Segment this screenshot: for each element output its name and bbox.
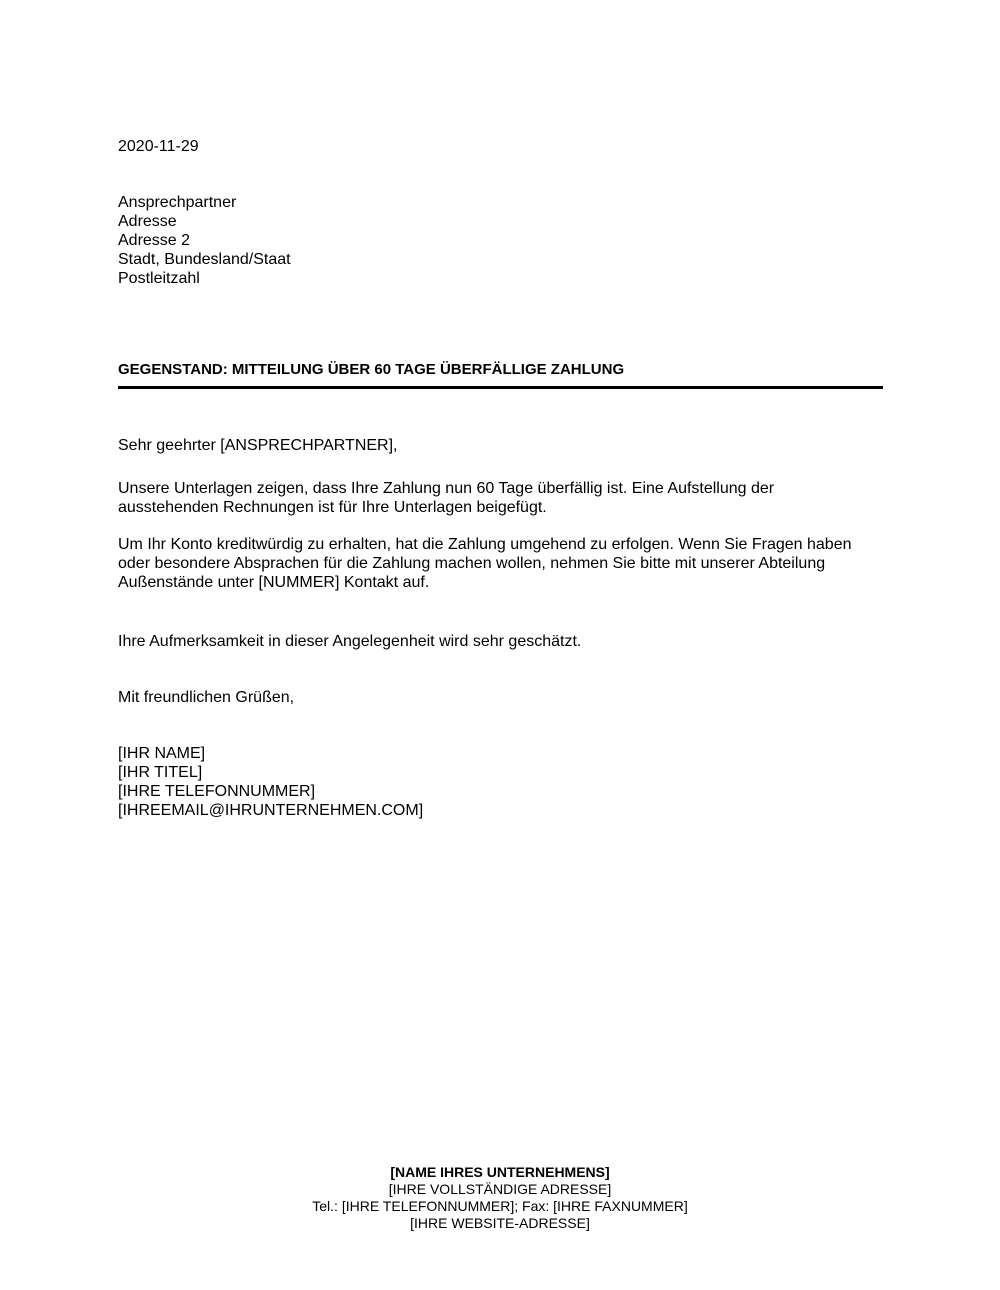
- recipient-address-line-1: Adresse: [118, 213, 177, 230]
- recipient-address: [118, 193, 888, 288]
- salutation: Sehr geehrter [ANSPRECHPARTNER],: [118, 437, 398, 454]
- body-paragraph-2-line-3: Außenstände unter [NUMMER] Kontakt auf.: [118, 574, 430, 591]
- footer-address: [IHRE VOLLSTÄNDIGE ADRESSE]: [388, 1181, 612, 1197]
- subject-divider: [118, 386, 883, 389]
- body-paragraph-3: Ihre Aufmerksamkeit in dieser Angelegenheit wird sehr geschätzt.: [118, 633, 582, 650]
- body-paragraph-2-line-1: Um Ihr Konto kreditwürdig zu erhalten, hat die Zahlung umgehend zu erfolgen. Wenn Sie Fragen haben: [118, 536, 852, 553]
- body-paragraph-1: [118, 479, 888, 517]
- footer-company-name: [NAME IHRES UNTERNEHMENS]: [390, 1164, 610, 1180]
- subject-line: GEGENSTAND: MITTEILUNG ÜBER 60 TAGE ÜBERFÄLLIGE ZAHLUNG: [118, 361, 625, 378]
- signature-title: [IHR TITEL]: [118, 764, 203, 781]
- body-paragraph-2: [118, 535, 888, 592]
- signature-name: [IHR NAME]: [118, 745, 206, 762]
- recipient-city-state: Stadt, Bundesland/Staat: [118, 251, 291, 268]
- recipient-contact: Ansprechpartner: [118, 194, 237, 211]
- letter-footer: [0, 1164, 1000, 1232]
- closing: Mit freundlichen Grüßen,: [118, 689, 295, 706]
- body-paragraph-1-line-2: ausstehenden Rechnungen ist für Ihre Unterlagen beigefügt.: [118, 499, 547, 516]
- body-paragraph-1-line-1: Unsere Unterlagen zeigen, dass Ihre Zahlung nun 60 Tage überfällig ist. Eine Aufstellung der: [118, 480, 775, 497]
- letter-date: 2020-11-29: [118, 138, 199, 155]
- footer-website: [IHRE WEBSITE-ADRESSE]: [410, 1215, 590, 1231]
- signature-block: [118, 744, 888, 820]
- signature-phone: [IHRE TELEFONNUMMER]: [118, 783, 316, 800]
- signature-email: [IHREEMAIL@IHRUNTERNEHMEN.COM]: [118, 802, 424, 819]
- recipient-postal-code: Postleitzahl: [118, 270, 200, 287]
- recipient-address-line-2: Adresse 2: [118, 232, 191, 249]
- body-paragraph-2-line-2: oder besondere Absprachen für die Zahlung machen wollen, nehmen Sie bitte mit unserer Abteilung: [118, 555, 826, 572]
- footer-phone-fax: Tel.: [IHRE TELEFONNUMMER]; Fax: [IHRE FAXNUMMER]: [312, 1198, 688, 1214]
